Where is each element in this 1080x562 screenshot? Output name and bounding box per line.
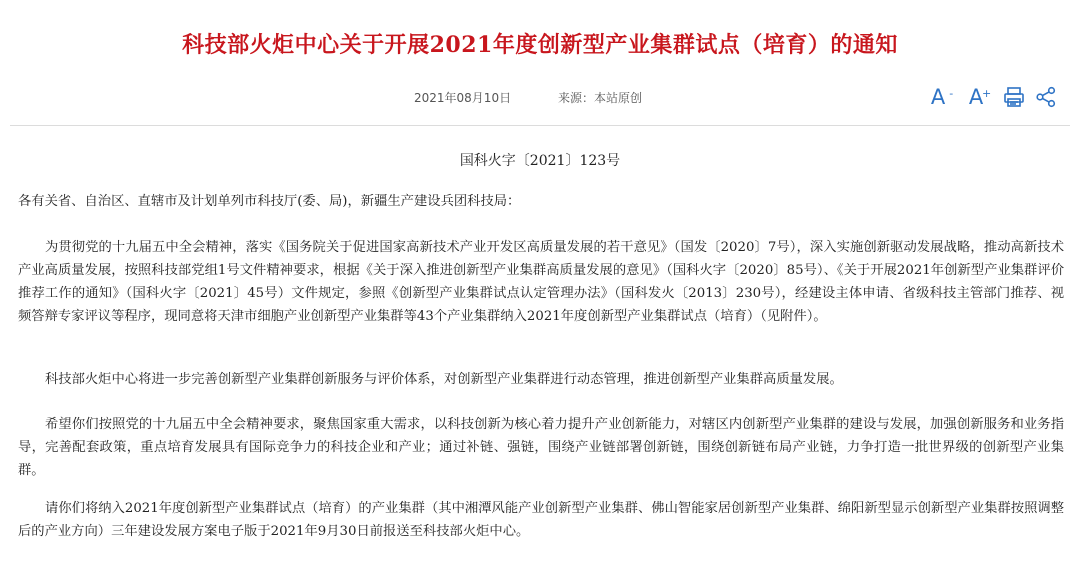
font-increase-icon: A +: [968, 85, 992, 109]
salutation: 各有关省、自治区、直辖市及计划单列市科技厅(委、局)，新疆生产建设兵团科技局：: [18, 194, 521, 209]
share-icon: [1035, 86, 1057, 108]
publish-date: 2021年08月10日: [414, 91, 512, 105]
print-button[interactable]: [1002, 84, 1026, 108]
article-toolbar: [926, 84, 1058, 108]
share-button[interactable]: [1034, 84, 1058, 108]
print-icon: [1003, 86, 1025, 108]
body-paragraph-1: 为贯彻党的十九届五中全会精神，落实《国务院关于促进国家高新技术产业开发区高质量发展的若干意见》（国发〔2020〕7号），深入实施创新驱动发展战略，推动高新技术产业高质量发展，按照科技部党组1号文件精神要求，根据《关于深入推进创新型产业集群高质量发展的意见》（国科火字〔2020〕85号）、《关于开展2021年创新型产业集群评价推荐工作的通知》（国科火字〔2021〕45号）文件规定，参照《创新型产业集群试点认定管理办法》（国科发火〔2013〕230号），经建设主体申请、省级科技主管部门推荐、视频答辩专家评议等程序，现同意将天津市细胞产业创新型产业集群等43个产业集群纳入2021年度创新型产业集群试点（培育）（见附件）。: [18, 240, 1064, 324]
body-paragraph-2: 科技部火炬中心将进一步完善创新型产业集群创新服务与评价体系，对创新型产业集群进行动态管理，推进创新型产业集群高质量发展。: [45, 372, 843, 387]
page-title: 科技部火炬中心关于开展2021年度创新型产业集群试点（培育）的通知: [182, 32, 898, 58]
header-divider: [10, 125, 1070, 126]
source-label: 来源：本站原创: [558, 91, 643, 105]
document-number: 国科火字〔2021〕123号: [459, 153, 621, 169]
body-paragraph-3: 希望你们按照党的十九届五中全会精神要求，聚焦国家重大需求，以科技创新为核心着力提升产业创新能力，对辖区内创新型产业集群的建设与发展，加强创新服务和业务指导，完善配套政策，重点培育发展具有国际竞争力的科技企业和产业；通过补链、强链，围绕产业链部署创新链，围绕创新链布局产业链，力争打造一批世界级的创新型产业集群。: [18, 417, 1064, 478]
body-paragraph-4: 请你们将纳入2021年度创新型产业集群试点（培育）的产业集群（其中湘潭风能产业创新型产业集群、佛山智能家居创新型产业集群、绵阳新型显示创新型产业集群按照调整后的产业方向）三年建设发展方案电子版于2021年9月30日前报送至科技部火炬中心。: [18, 501, 1064, 539]
font-decrease-icon: A -: [930, 85, 954, 109]
font-increase-button[interactable]: [964, 84, 992, 109]
font-decrease-button[interactable]: [926, 84, 954, 109]
